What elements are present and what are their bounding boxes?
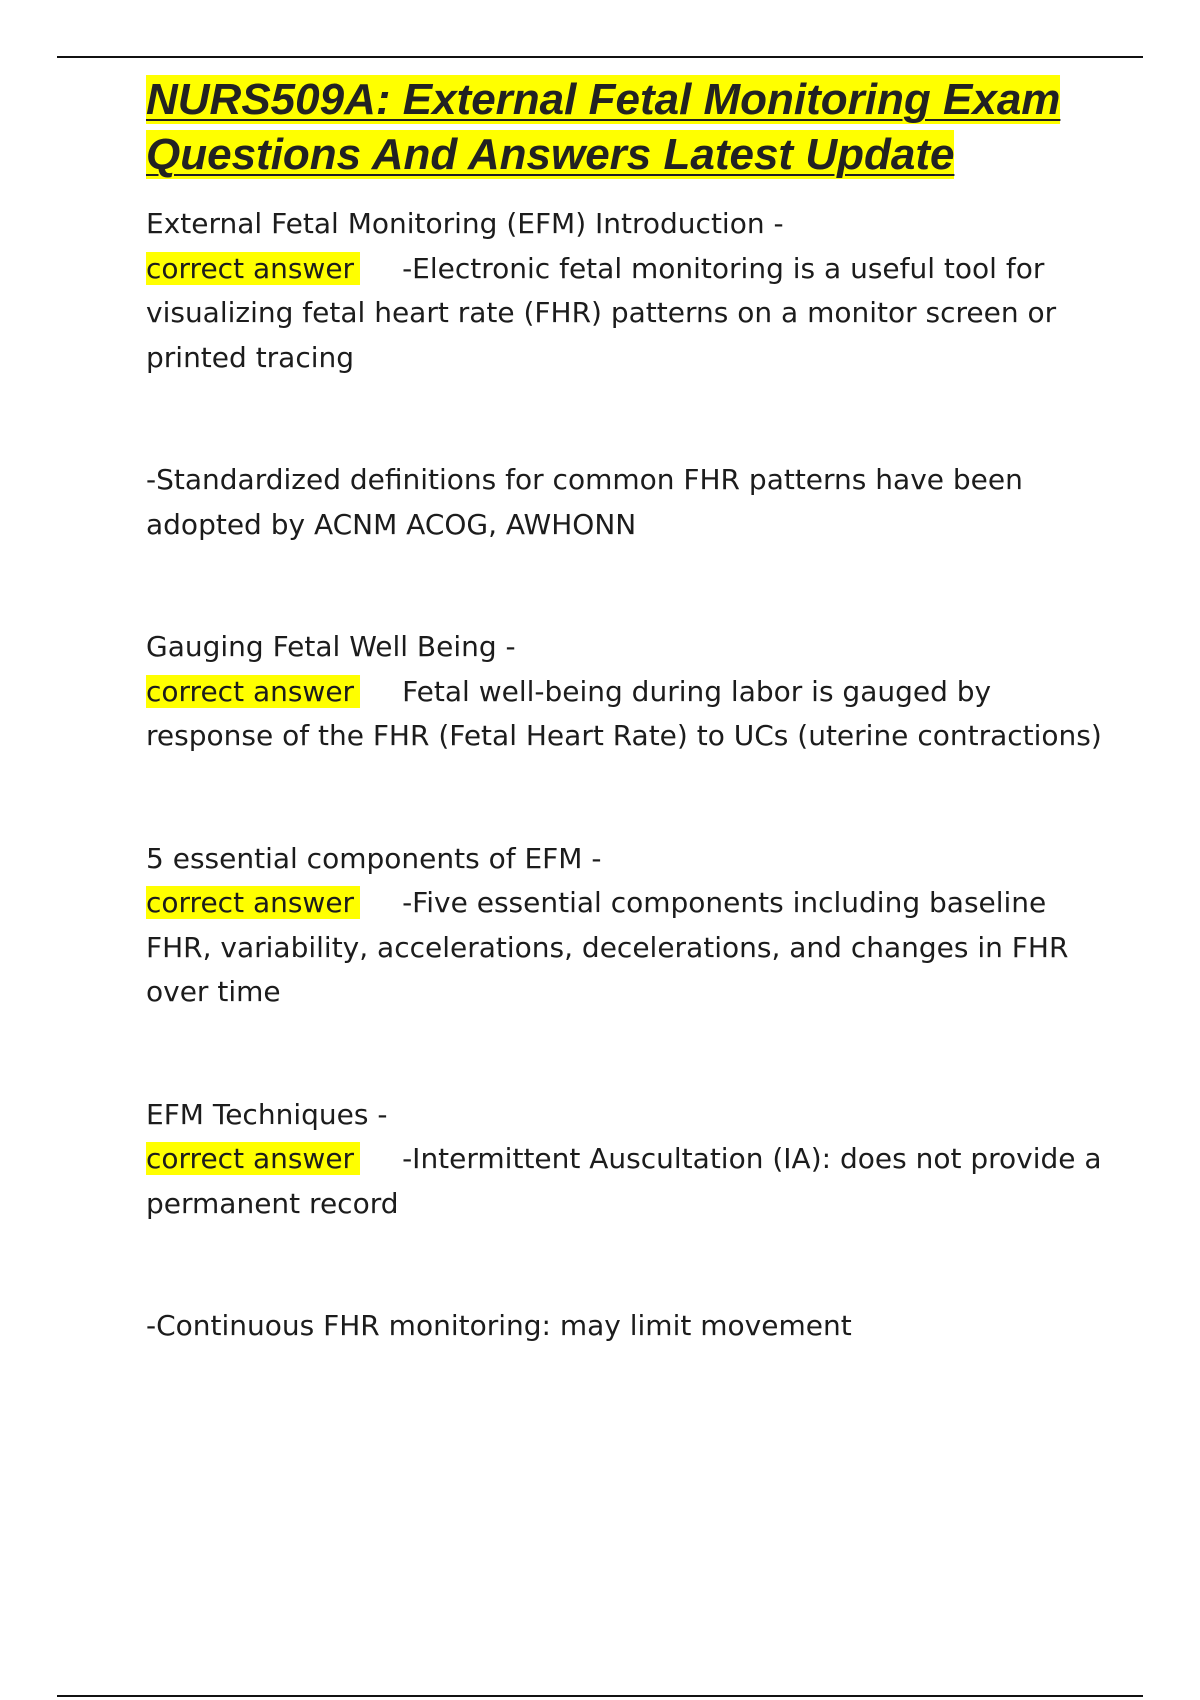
answer-extra-text: -Standardized definitions for common FHR patterns have been adopted by ACNM ACOG, AWHONN xyxy=(146,463,1023,541)
answer-label: correct answer xyxy=(146,675,360,708)
document-body xyxy=(146,72,1106,1349)
answer-paragraph xyxy=(146,881,1106,1015)
answer-paragraph xyxy=(146,670,1106,759)
question-text: EFM Techniques - xyxy=(146,1097,388,1131)
answer-paragraph xyxy=(146,247,1106,381)
bottom-rule xyxy=(57,1695,1143,1697)
question-text: External Fetal Monitoring (EFM) Introduction - xyxy=(146,207,784,240)
document-title xyxy=(146,72,1106,182)
answer-label: correct answer xyxy=(146,886,360,919)
question-text: 5 essential components of EFM - xyxy=(146,841,602,875)
answer-extra-text: -Continuous FHR monitoring: may limit movement xyxy=(146,1309,852,1342)
answer-label: correct answer xyxy=(146,1142,360,1175)
qa-item xyxy=(146,202,1106,547)
answer-text: -Five essential components including baseline FHR, variability, accelerations, decelerations, and changes in FHR over time xyxy=(146,886,1069,1008)
qa-list xyxy=(146,202,1106,1349)
qa-item xyxy=(146,625,1106,759)
qa-item xyxy=(146,837,1106,1015)
answer-text: -Intermittent Auscultation (IA): does not provide a permanent record xyxy=(146,1142,1102,1220)
answer-label: correct answer xyxy=(146,252,360,285)
question-text: Gauging Fetal Well Being - xyxy=(146,630,516,663)
qa-item xyxy=(146,1093,1106,1349)
answer-text: Fetal well-being during labor is gauged by response of the FHR (Fetal Heart Rate) to UCs (uterine contractions) xyxy=(146,674,1102,752)
top-rule xyxy=(57,56,1143,58)
title-text: NURS509A: External Fetal Monitoring Exam Questions And Answers Latest Update xyxy=(146,75,1061,179)
answer-text: -Electronic fetal monitoring is a useful tool for visualizing fetal heart rate (FHR) patterns on a monitor screen or printed tracing xyxy=(146,251,1057,374)
answer-paragraph xyxy=(146,1137,1106,1226)
